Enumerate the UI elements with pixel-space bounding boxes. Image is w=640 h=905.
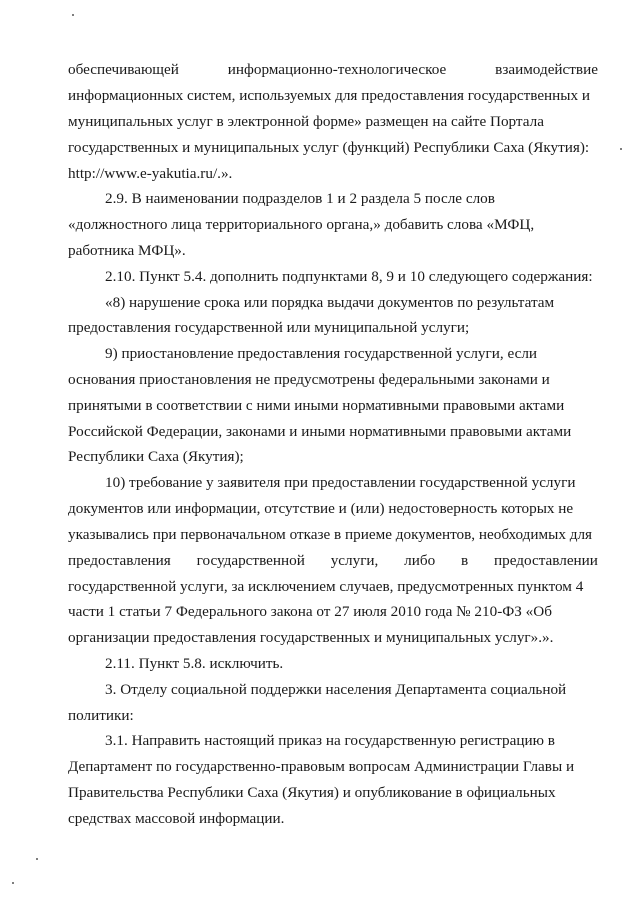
word: взаимодействие xyxy=(495,61,598,78)
word: либо xyxy=(404,552,436,569)
word: обеспечивающей xyxy=(68,61,179,78)
word: предоставлении xyxy=(494,552,598,569)
scan-speck xyxy=(72,14,74,16)
text-line: принятыми в соответствии с ними иными нормативными правовыми актами xyxy=(68,397,565,414)
text-line: 2.9. В наименовании подразделов 1 и 2 раздела 5 после слов xyxy=(105,190,495,207)
text-line: муниципальных услуг в электронной форме» размещен на сайте Портала xyxy=(68,113,544,130)
text-line: Департамент по государственно-правовым вопросам Администрации Главы и xyxy=(68,758,575,775)
text-line xyxy=(68,60,598,80)
text-line: документов или информации, отсутствие и (или) недостоверность которых не xyxy=(68,500,574,517)
word: услуги, xyxy=(330,552,379,569)
word: предоставления xyxy=(68,552,171,569)
word: государственной xyxy=(196,552,305,569)
text-line: 3. Отделу социальной поддержки населения Департамента социальной xyxy=(105,681,567,698)
text-line: основания приостановления не предусмотрены федеральными законами и xyxy=(68,371,550,388)
text-line xyxy=(68,551,598,571)
scan-speck xyxy=(36,858,38,860)
text-line: 10) требование у заявителя при предоставлении государственной услуги xyxy=(105,474,576,491)
text-line: Правительства Республики Саха (Якутия) и опубликование в официальных xyxy=(68,784,556,801)
text-line: предоставления государственной или муниципальной услуги; xyxy=(68,319,470,336)
text-line: государственной услуги, за исключением случаев, предусмотренных пунктом 4 xyxy=(68,578,584,595)
text-line: 9) приостановление предоставления государственной услуги, если xyxy=(105,345,538,362)
text-line: указывались при первоначальном отказе в приеме документов, необходимых для xyxy=(68,526,593,543)
word: информационно-технологическое xyxy=(227,61,447,78)
text-line: информационных систем, используемых для предоставления государственных и xyxy=(68,87,591,104)
text-line: 3.1. Направить настоящий приказ на государственную регистрацию в xyxy=(105,732,555,749)
word: в xyxy=(461,552,469,569)
text-line: Российской Федерации, законами и иными нормативными правовыми актами xyxy=(68,423,572,440)
text-line: средствах массовой информации. xyxy=(68,810,285,827)
text-line: государственных и муниципальных услуг (функций) Республики Саха (Якутия): xyxy=(68,139,590,156)
text-line: Республики Саха (Якутия); xyxy=(68,448,244,465)
text-line: организации предоставления государственных и муниципальных услуг».». xyxy=(68,629,554,646)
text-line: части 1 статьи 7 Федерального закона от 27 июля 2010 года № 210-ФЗ «Об xyxy=(68,603,552,620)
scan-speck xyxy=(12,882,14,884)
text-line: 2.11. Пункт 5.8. исключить. xyxy=(105,655,284,672)
text-line: «8) нарушение срока или порядка выдачи документов по результатам xyxy=(105,294,555,311)
text-line: «должностного лица территориального органа,» добавить слова «МФЦ, xyxy=(68,216,535,233)
scan-speck xyxy=(620,148,622,150)
text-line: http://www.e-yakutia.ru/.». xyxy=(68,165,233,182)
text-line: политики: xyxy=(68,707,134,724)
text-line: 2.10. Пункт 5.4. дополнить подпунктами 8, 9 и 10 следующего содержания: xyxy=(105,268,593,285)
text-line: работника МФЦ». xyxy=(68,242,186,259)
